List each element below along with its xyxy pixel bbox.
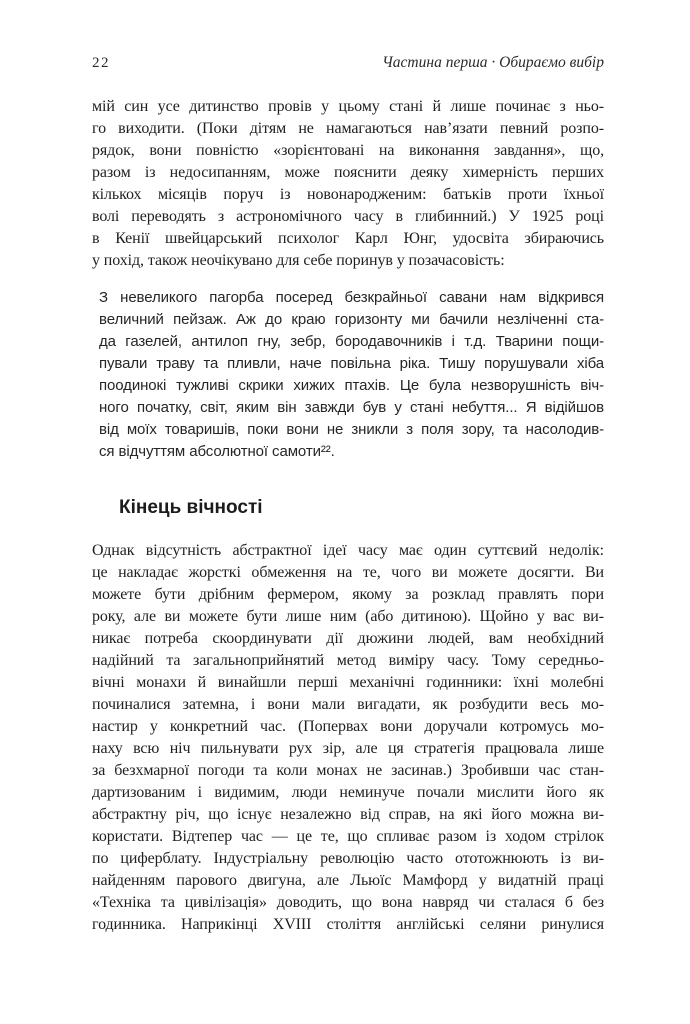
text-line: року, але ви можете бути лише ним (або дитиною). Щойно у вас ви- <box>92 608 604 625</box>
text-line: наху всю ніч пильнувати рух зір, але ця стратегія працювала лише <box>92 740 604 757</box>
text-line: рядок, вони повністю «зорієнтовані на виконання завдання», що, <box>92 142 604 159</box>
text-line: пували траву та пливли, наче повільна ріка. Тишу порушували хіба <box>99 355 604 372</box>
page-header <box>92 54 604 72</box>
text-line: го виходити. (Поки дітям не намагаються нав’язати певний розпо- <box>92 120 604 137</box>
text-line: Однак відсутність абстрактної ідеї часу має один суттєвий недолік: <box>92 542 604 559</box>
body-paragraph-1 <box>92 96 604 272</box>
text-line: волі переводять з астрономічного часу в глибинний.) У 1925 році <box>92 208 604 225</box>
text-line: величний пейзаж. Аж до краю горизонту ми бачили незліченні ста- <box>99 311 604 328</box>
text-line: ного початку, світ, яким він завжди був у стані небуття... Я відійшов <box>99 399 604 416</box>
text-line: годинника. Наприкінці XVIII століття англійські селяни ринулися <box>92 916 604 933</box>
text-line: в Кенії швейцарський психолог Карл Юнг, удосвіта збираючись <box>92 230 604 247</box>
page-number: 22 <box>92 55 110 71</box>
text-line: найденням парового двигуна, але Льюїс Мамфорд у видатній праці <box>92 872 604 889</box>
body-paragraph-2 <box>92 540 604 936</box>
text-line: да газелей, антилоп гну, зебр, бородавочників і т.д. Тварини пощи- <box>99 333 604 350</box>
text-line: надійний та загальноприйнятий метод виміру часу. Тому середньо- <box>92 652 604 669</box>
text-line: починалися затемна, і вони мали вигадати, як розбудити весь мо- <box>92 696 604 713</box>
blockquote <box>99 287 604 463</box>
text-line: вічні монахи й винайшли перші механічні годинники: їхні молебні <box>92 674 604 691</box>
text-line: у похід, також неочікувано для себе поринув у позачасовість: <box>92 252 505 269</box>
text-line: поодинокі тужливі скрики хижих птахів. Це була незворушність віч- <box>99 377 604 394</box>
text-line: ся відчуттям абсолютної самоти²². <box>99 443 335 460</box>
text-line: кількох місяців поруч із новонародженим: батьків проти їхньої <box>92 186 604 203</box>
text-line: по циферблату. Індустріальну революцію часто ототожнюють із ви- <box>92 850 604 867</box>
text-line: за безхмарної погоди та коли монах не засинав.) Зробивши час стан- <box>92 762 604 779</box>
text-line: абстрактну річ, що існує незалежно від справ, на які його можна ви- <box>92 806 604 823</box>
text-line: никає потреба скоординувати дії дюжини людей, вам необхідний <box>92 630 604 647</box>
text-line: «Техніка та цивілізація» доводить, що вона навряд чи сталася б без <box>92 894 604 911</box>
text-line: від моїх товаришів, поки вони не зникли з поля зору, та насолодив- <box>99 421 604 438</box>
text-line: дартизованим і видимим, люди неминуче почали мислити його як <box>92 784 604 801</box>
running-head: Частина перша · Обираємо вибір <box>382 54 604 71</box>
section-heading: Кінець вічності <box>119 497 263 518</box>
text-line: разом із недосипанням, може пояснити деяку химерність перших <box>92 164 604 181</box>
text-line: це накладає жорсткі обмеження на те, чого ви можете досягти. Ви <box>92 564 604 581</box>
text-line: З невеликого пагорба посеред безкрайньої савани нам відкрився <box>99 289 604 306</box>
text-line: користати. Відтепер час — це те, що спливає разом із ходом стрілок <box>92 828 604 845</box>
text-line: можете бути дрібним фермером, якому за розклад правлять пори <box>92 586 604 603</box>
text-line: мій син усе дитинство провів у цьому стані й лише починає з ньо- <box>92 98 604 115</box>
text-line: настир у конкретний час. (Попервах вони доручали котромусь мо- <box>92 718 604 735</box>
